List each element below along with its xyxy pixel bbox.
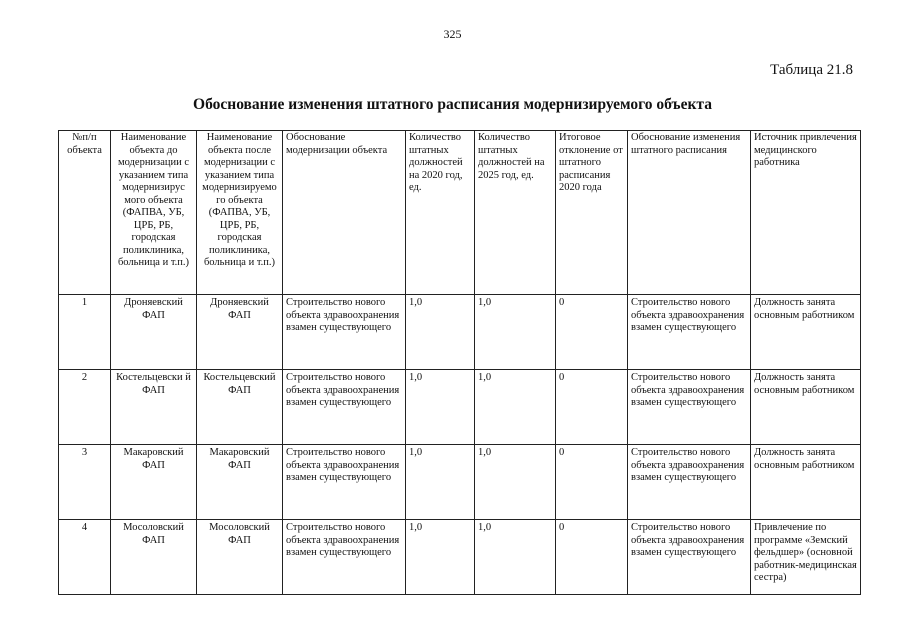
cell-object-before: Костельцевски й ФАП xyxy=(111,370,197,445)
header-cell-worker-source: Источник привлечения медицинского работника xyxy=(751,131,861,295)
cell-object-before: Мосоловский ФАП xyxy=(111,520,197,595)
header-cell-staff-2025: Количество штатных должностей на 2025 год, ед. xyxy=(475,131,556,295)
cell-staff-2025: 1,0 xyxy=(475,445,556,520)
cell-change-justification: Строительство нового объекта здравоохранения взамен существующего xyxy=(628,445,751,520)
cell-worker-source: Должность занята основным работником xyxy=(751,295,861,370)
cell-staff-2025: 1,0 xyxy=(475,295,556,370)
cell-staff-2020: 1,0 xyxy=(406,295,475,370)
header-cell-object-before: Наименование объекта до модернизации с указанием типа модернизирус мого объекта (ФАПВА, УБ, ЦРБ, РБ, городская поликлиника, больница и т.п.) xyxy=(111,131,197,295)
table-row xyxy=(59,370,861,445)
cell-object-after: Костельцевский ФАП xyxy=(197,370,283,445)
header-cell-staff-2020: Количество штатных должностей на 2020 год, ед. xyxy=(406,131,475,295)
cell-deviation: 0 xyxy=(556,370,628,445)
header-cell-change-justification: Обоснование изменения штатного расписания xyxy=(628,131,751,295)
cell-object-after: Дроняевский ФАП xyxy=(197,295,283,370)
cell-staff-2025: 1,0 xyxy=(475,520,556,595)
staffing-table xyxy=(58,130,861,595)
cell-number: 1 xyxy=(59,295,111,370)
cell-staff-2020: 1,0 xyxy=(406,445,475,520)
cell-worker-source: Должность занята основным работником xyxy=(751,370,861,445)
table-row xyxy=(59,520,861,595)
cell-object-after: Макаровский ФАП xyxy=(197,445,283,520)
cell-change-justification: Строительство нового объекта здравоохранения взамен существующего xyxy=(628,520,751,595)
cell-worker-source: Должность занята основным работником xyxy=(751,445,861,520)
cell-object-before: Дроняевский ФАП xyxy=(111,295,197,370)
cell-change-justification: Строительство нового объекта здравоохранения взамен существующего xyxy=(628,295,751,370)
cell-deviation: 0 xyxy=(556,520,628,595)
cell-staff-2020: 1,0 xyxy=(406,370,475,445)
table-row xyxy=(59,445,861,520)
cell-object-after: Мосоловский ФАП xyxy=(197,520,283,595)
cell-justification: Строительство нового объекта здравоохранения взамен существующего xyxy=(283,295,406,370)
document-title: Обоснование изменения штатного расписания модернизируемого объекта xyxy=(193,96,712,113)
table-row xyxy=(59,295,861,370)
cell-justification: Строительство нового объекта здравоохранения взамен существующего xyxy=(283,445,406,520)
header-cell-justification: Обоснование модернизации объекта xyxy=(283,131,406,295)
cell-number: 4 xyxy=(59,520,111,595)
cell-number: 2 xyxy=(59,370,111,445)
cell-number: 3 xyxy=(59,445,111,520)
cell-deviation: 0 xyxy=(556,295,628,370)
cell-justification: Строительство нового объекта здравоохранения взамен существующего xyxy=(283,520,406,595)
cell-object-before: Макаровский ФАП xyxy=(111,445,197,520)
cell-deviation: 0 xyxy=(556,445,628,520)
header-cell-deviation: Итоговое отклонение от штатного расписания 2020 года xyxy=(556,131,628,295)
header-cell-number: №п/п объекта xyxy=(59,131,111,295)
cell-worker-source: Привлечение по программе «Земский фельдшер» (основной работник-медицинская сестра) xyxy=(751,520,861,595)
table-label: Таблица 21.8 xyxy=(770,62,853,78)
header-cell-object-after: Наименование объекта после модернизации с указанием типа модернизируемо го объекта (ФАПВА, УБ, ЦРБ, РБ, городская поликлиника, больница и т.п.) xyxy=(197,131,283,295)
cell-change-justification: Строительство нового объекта здравоохранения взамен существующего xyxy=(628,370,751,445)
page-number: 325 xyxy=(443,27,462,41)
cell-staff-2020: 1,0 xyxy=(406,520,475,595)
cell-justification: Строительство нового объекта здравоохранения взамен существующего xyxy=(283,370,406,445)
cell-staff-2025: 1,0 xyxy=(475,370,556,445)
table-header-row xyxy=(59,131,861,295)
